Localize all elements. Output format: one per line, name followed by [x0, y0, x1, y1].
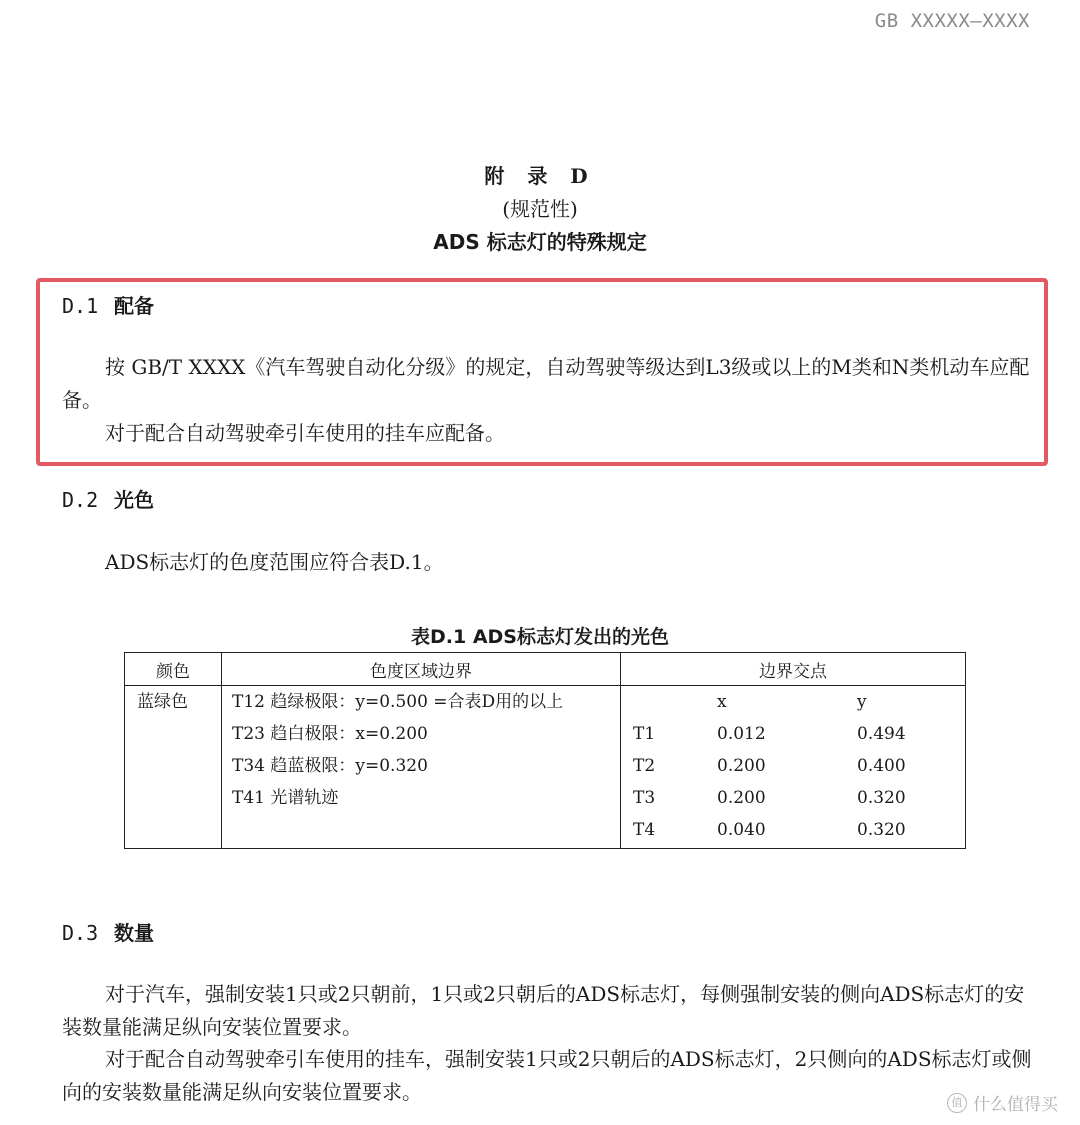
point-x: 0.012 [717, 724, 766, 744]
table-header-boundary: 色度区域边界 [222, 653, 621, 686]
watermark-text: 什么值得买 [973, 1095, 1058, 1115]
section-d1-paragraph-2: 对于配合自动驾驶牵引车使用的挂车应配备。 [105, 421, 505, 445]
point-y: 0.320 [857, 788, 906, 808]
point-label: T2 [633, 756, 656, 776]
smzdm-logo-icon: 值 [947, 1093, 967, 1113]
point-label: T4 [633, 820, 656, 840]
section-d2-heading [62, 484, 154, 513]
boundary-line: T12 趋绿极限：y=0.500 =合表D用的以上 [232, 692, 564, 712]
watermark [947, 1090, 1058, 1115]
section-number: D.1 [62, 294, 99, 318]
section-number: D.2 [62, 488, 99, 512]
points-header-x: x [717, 692, 727, 712]
color-value: 蓝绿色 [137, 692, 188, 712]
standard-code: GB XXXXX—XXXX [874, 10, 1030, 32]
section-title: 光色 [114, 488, 154, 512]
table-caption: 表D.1 ADS标志灯发出的光色 [411, 626, 669, 648]
table-cell-boundaries [222, 686, 621, 849]
boundary-line: T41 光谱轨迹 [232, 788, 339, 808]
boundary-line: T34 趋蓝极限：y=0.320 [232, 756, 428, 776]
point-label: T1 [633, 724, 656, 744]
section-d3-paragraph-2: 对于配合自动驾驶牵引车使用的挂车，强制安装1只或2只朝后的ADS标志灯，2只侧向的ADS标志灯或侧向的安装数量能满足纵向安装位置要求。 [62, 1047, 1032, 1104]
point-x: 0.040 [717, 820, 766, 840]
table-header-points: 边界交点 [621, 653, 966, 686]
appendix-nature: (规范性) [502, 197, 578, 221]
table-cell-color [125, 686, 222, 849]
point-label: T3 [633, 788, 656, 808]
section-d3-paragraph-1: 对于汽车，强制安装1只或2只朝前，1只或2只朝后的ADS标志灯，每侧强制安装的侧向ADS标志灯的安装数量能满足纵向安装位置要求。 [62, 982, 1025, 1039]
chromaticity-table [124, 652, 966, 849]
point-y: 0.494 [857, 724, 906, 744]
appendix-subtitle: ADS 标志灯的特殊规定 [433, 230, 647, 254]
section-title: 配备 [114, 294, 154, 318]
section-title: 数量 [114, 921, 154, 945]
section-d2-paragraph-1: ADS标志灯的色度范围应符合表D.1。 [105, 550, 444, 574]
appendix-title: 附 录 D [484, 164, 596, 188]
boundary-line: T23 趋白极限：x=0.200 [232, 724, 428, 744]
point-y: 0.400 [857, 756, 906, 776]
section-d3-heading [62, 917, 154, 946]
points-grid [621, 686, 965, 846]
table-cell-points [621, 686, 966, 849]
point-y: 0.320 [857, 820, 906, 840]
section-number: D.3 [62, 921, 99, 945]
table-header-color: 颜色 [125, 653, 222, 686]
points-header-y: y [857, 692, 867, 712]
section-d1-paragraph-1: 按 GB/T XXXX《汽车驾驶自动化分级》的规定，自动驾驶等级达到L3级或以上的M类和N类机动车应配备。 [62, 355, 1030, 412]
points-header-blank [621, 686, 705, 718]
point-x: 0.200 [717, 756, 766, 776]
section-d1-heading [62, 290, 154, 319]
point-x: 0.200 [717, 788, 766, 808]
